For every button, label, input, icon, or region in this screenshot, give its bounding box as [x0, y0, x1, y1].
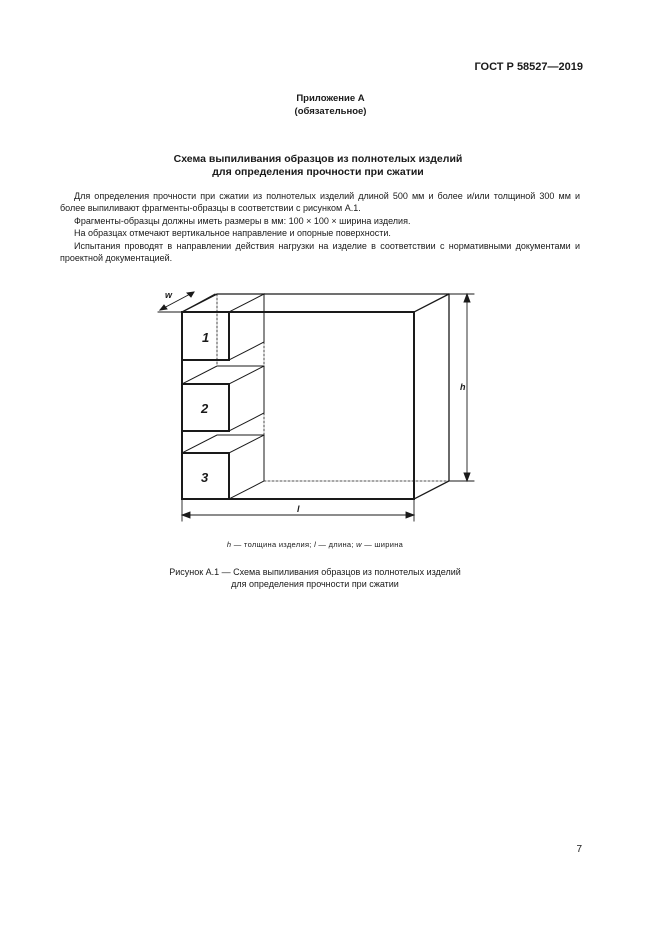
- sample-1: [182, 294, 264, 360]
- legend-h-symbol: h: [226, 540, 232, 549]
- sample-3: [182, 435, 264, 499]
- caption-line2: для определения прочности при сжатии: [231, 579, 399, 589]
- paragraph: Испытания проводят в направлении действия нагрузки на изделие в соответствии с нормативными документами и проектной документацией.: [60, 240, 580, 264]
- section-title-line1: Схема выпиливания образцов из полнотелых изделий: [173, 153, 463, 165]
- figure-legend: [0, 540, 630, 549]
- section-title-line2: для определения прочности при сжатии: [212, 166, 424, 178]
- sample-2: [182, 366, 264, 431]
- body-text: [60, 190, 580, 264]
- sample-1-label: 1: [202, 330, 210, 345]
- legend-w-text: — ширина: [361, 540, 404, 549]
- legend-l-symbol: l: [314, 540, 317, 549]
- annex-status: (обязательное): [294, 106, 367, 117]
- paragraph: Для определения прочности при сжатии из полнотелых изделий длиной 500 мм и более и/или толщиной 300 мм и более выпиливают фрагменты-образцы в соответствии с рисунком А.1.: [60, 191, 580, 214]
- cutting-scheme-figure: [150, 285, 490, 525]
- caption-line1: Рисунок А.1 — Схема выпиливания образцов из полнотелых изделий: [169, 567, 461, 577]
- dimension-h-label: h: [460, 382, 466, 392]
- product-top-face: [182, 294, 449, 312]
- paragraph: Фрагменты-образцы должны иметь размеры в мм: 100 × 100 × ширина изделия.: [74, 215, 411, 226]
- section-title: [0, 153, 636, 179]
- figure-caption: [0, 566, 630, 590]
- legend-h-text: — толщина изделия;: [231, 540, 315, 549]
- legend-w-symbol: w: [356, 540, 362, 549]
- annex-heading: [0, 92, 661, 118]
- dimension-w-label: w: [165, 290, 173, 300]
- page-number: 7: [576, 844, 582, 855]
- legend-l-text: — длина;: [316, 540, 357, 549]
- dimension-l-label: l: [297, 504, 300, 514]
- annex-title: Приложение А: [296, 93, 365, 104]
- document-code: ГОСТ Р 58527—2019: [474, 61, 583, 73]
- product-right-face: [414, 294, 449, 499]
- sample-2-label: 2: [201, 401, 209, 416]
- sample-3-label: 3: [201, 470, 209, 485]
- paragraph: На образцах отмечают вертикальное направление и опорные поверхности.: [74, 228, 391, 239]
